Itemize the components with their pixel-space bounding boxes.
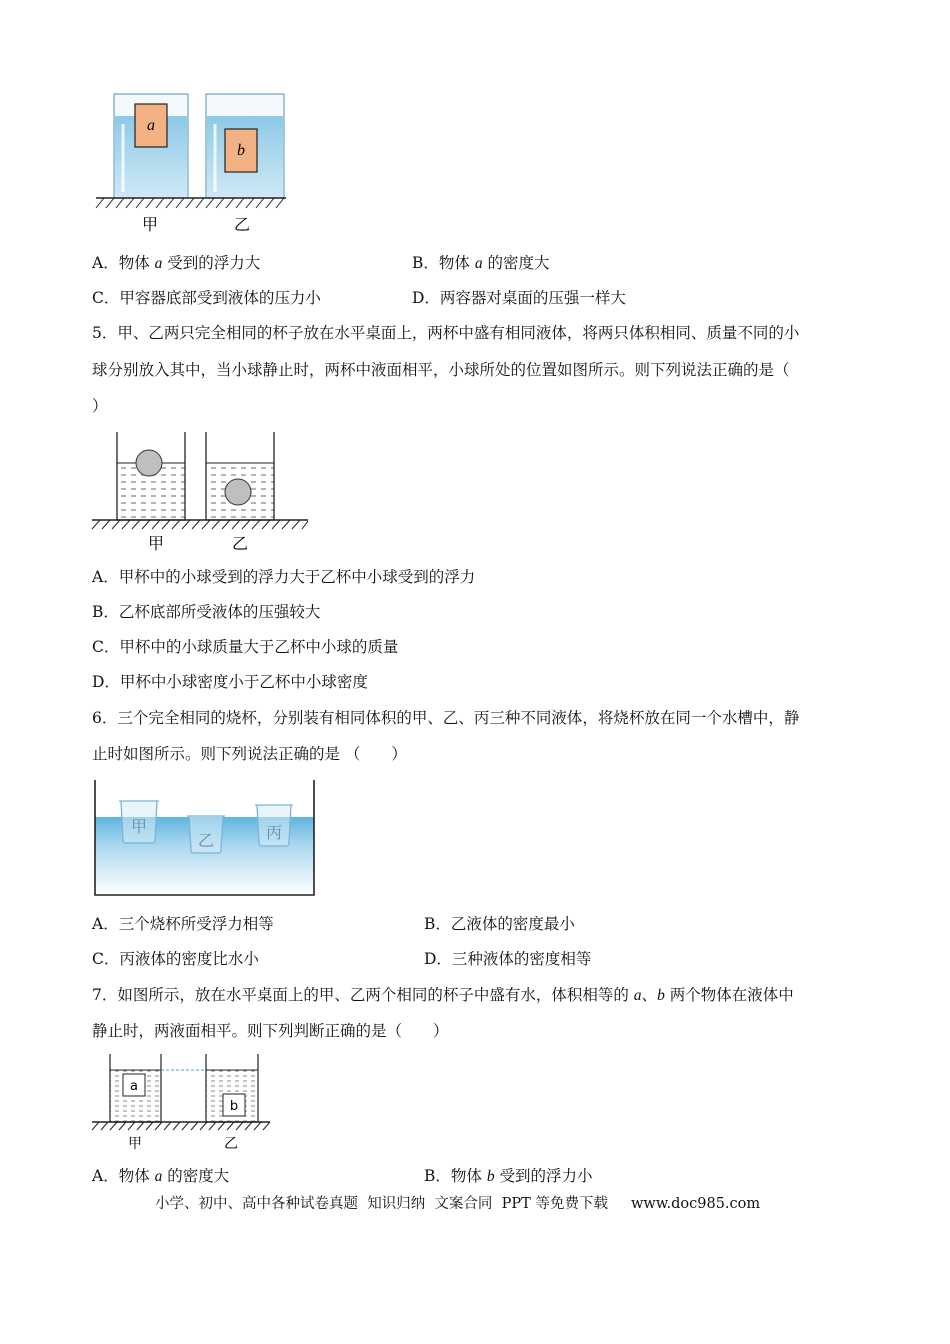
q7-object-b-label: b (229, 1099, 239, 1114)
q7-figure (90, 1054, 275, 1154)
q4-option-c[interactable]: C．甲容器底部受到液体的压力小 (92, 289, 321, 307)
q5-label-yi: 乙 (231, 534, 249, 553)
q7-stem-line1: 7．如图所示，放在水平桌面上的甲、乙两个相同的杯子中盛有水，体积相等的 a、b 两个物体在液体中 (92, 986, 794, 1004)
q4-option-d[interactable]: D．两容器对桌面的压强一样大 (412, 289, 626, 307)
q5-option-c[interactable]: C．甲杯中的小球质量大于乙杯中小球的质量 (92, 638, 399, 656)
q6-option-c[interactable]: C．丙液体的密度比水小 (92, 950, 259, 968)
q6-figure (93, 780, 317, 898)
q5-option-a[interactable]: A．甲杯中的小球受到的浮力大于乙杯中小球受到的浮力 (92, 568, 476, 586)
q4-option-a[interactable]: A．物体 a 受到的浮力大 (92, 254, 261, 272)
q6-stem-line1: 6．三个完全相同的烧杯，分别装有相同体积的甲、乙、丙三种不同液体，将烧杯放在同一个水槽中，静 (92, 709, 800, 727)
q5-ball-jia (136, 450, 162, 476)
q5-label-jia: 甲 (147, 534, 165, 553)
q4-figure (90, 94, 290, 234)
object-b-label: b (237, 142, 245, 159)
q4-label-yi: 乙 (233, 215, 251, 234)
q7-option-b[interactable]: B．物体 b 受到的浮力小 (424, 1167, 593, 1185)
q5-figure (90, 430, 315, 555)
q6-beaker-bing: 丙 (265, 823, 283, 842)
q6-option-a[interactable]: A．三个烧杯所受浮力相等 (92, 915, 274, 933)
q7-option-a[interactable]: A．物体 a 的密度大 (92, 1167, 230, 1185)
q6-beaker-yi: 乙 (197, 831, 215, 850)
q5-option-b[interactable]: B．乙杯底部所受液体的压强较大 (92, 603, 321, 621)
q7-object-a-label: a (130, 1079, 138, 1094)
q5-stem-line1: 5．甲、乙两只完全相同的杯子放在水平桌面上，两杯中盛有相同液体，将两只体积相同、质量不同的小 (92, 324, 800, 342)
q4-label-jia: 甲 (141, 215, 159, 234)
q6-option-d[interactable]: D．三种液体的密度相等 (424, 950, 592, 968)
q6-stem-line2: 止时如图所示。则下列说法正确的是 （ ） (92, 745, 407, 763)
q7-stem-line2: 静止时，两液面相平。则下列判断正确的是（ ） (92, 1022, 449, 1040)
q7-label-jia: 甲 (128, 1136, 142, 1152)
q6-beaker-jia: 甲 (130, 817, 148, 836)
page-footer: 小学、初中、高中各种试卷真题 知识归纳 文案合同 PPT 等免费下载 www.doc985.com (155, 1196, 761, 1212)
q5-option-d[interactable]: D．甲杯中小球密度小于乙杯中小球密度 (92, 673, 368, 691)
object-a-label: a (147, 117, 155, 134)
q6-option-b[interactable]: B．乙液体的密度最小 (424, 915, 575, 933)
q5-stem-line2: 球分别放入其中，当小球静止时，两杯中液面相平，小球所处的位置如图所示。则下列说法正确的是（ (92, 361, 790, 379)
q5-stem-line3: ） (92, 397, 108, 415)
q7-label-yi: 乙 (224, 1136, 238, 1152)
q4-option-b[interactable]: B．物体 a 的密度大 (412, 254, 550, 272)
q5-ball-yi (225, 479, 251, 505)
